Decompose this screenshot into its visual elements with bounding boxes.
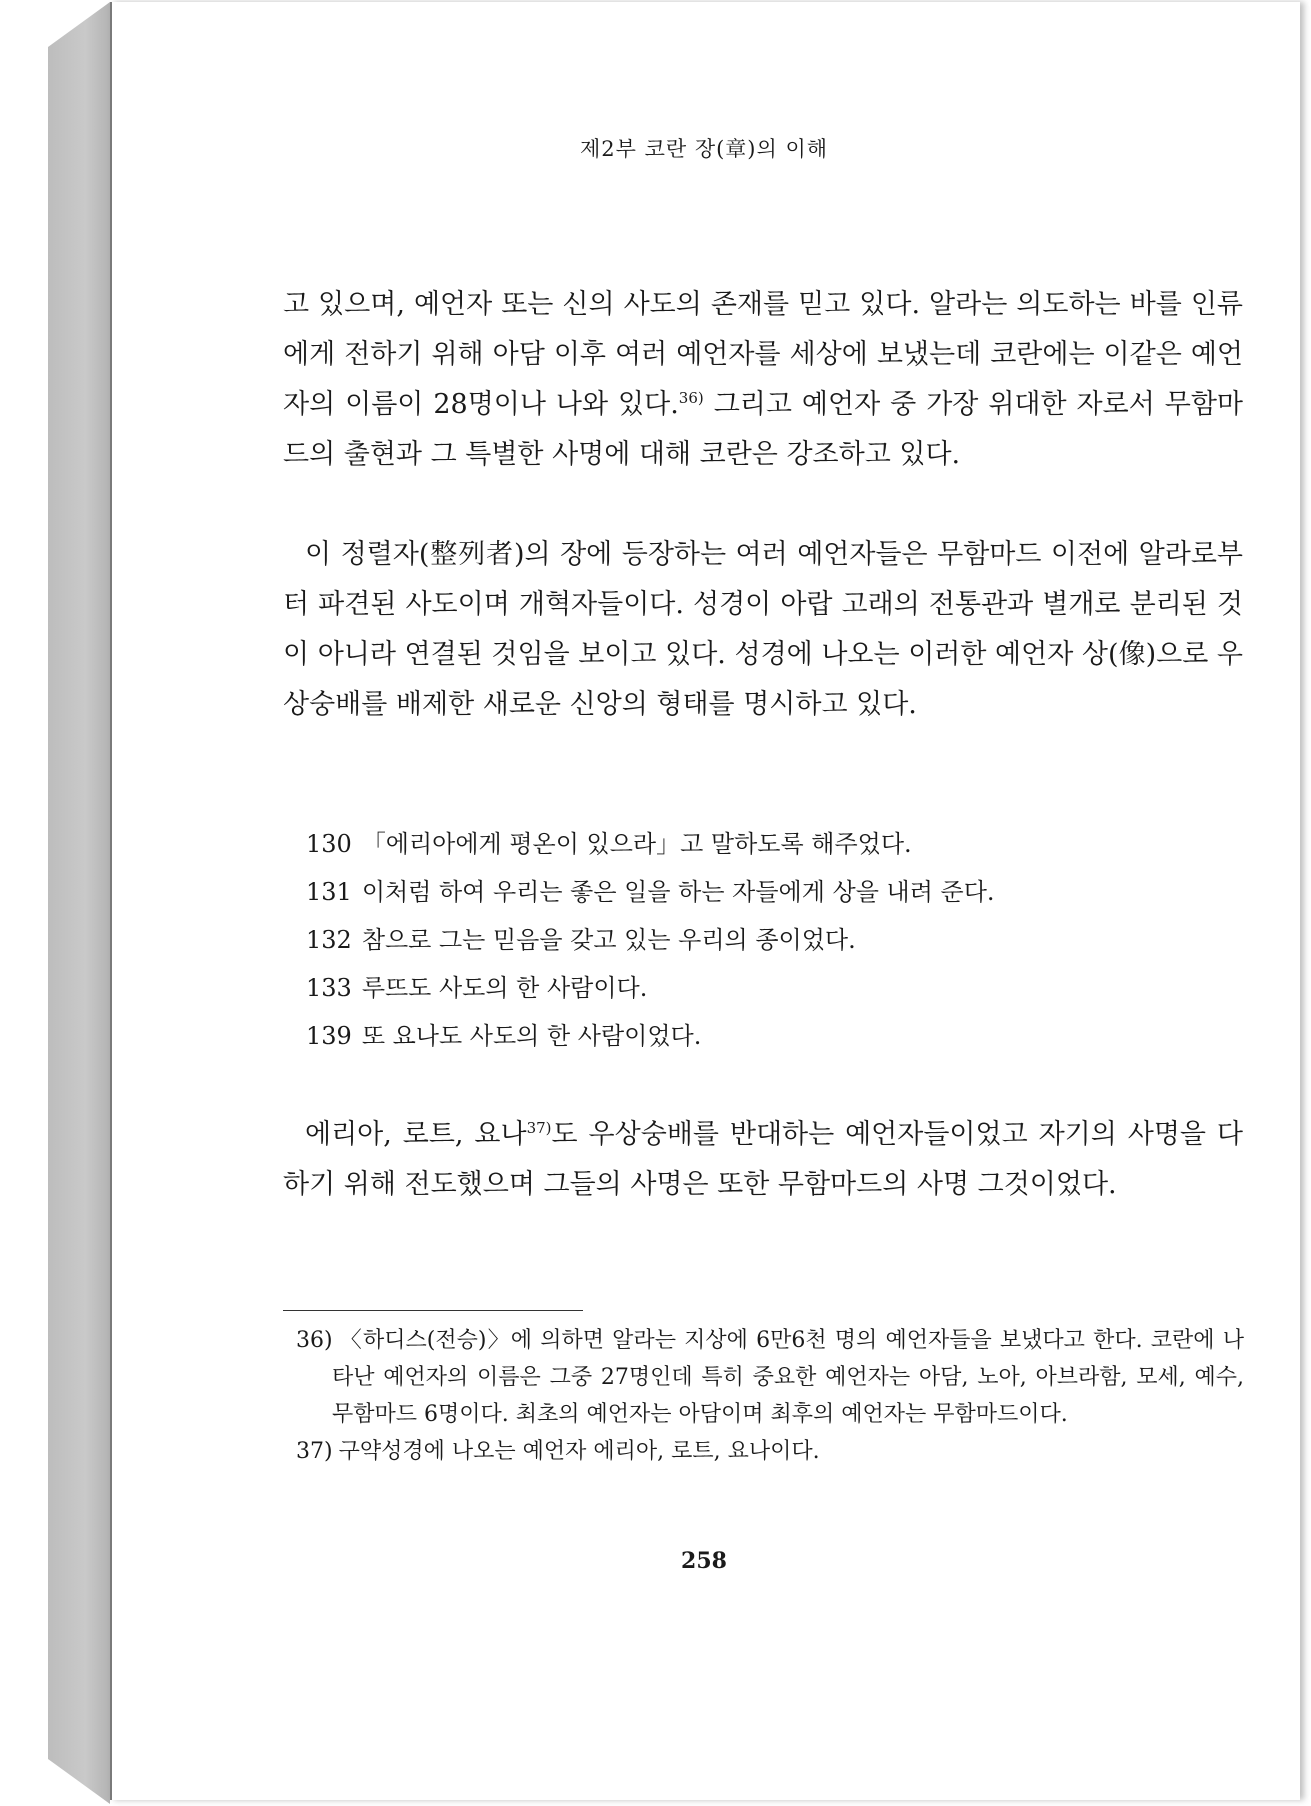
paragraph-2: 이 정렬자(整列者)의 장에 등장하는 여러 예언자들은 무함마드 이전에 알라로부터 파견된 사도이며 개혁자들이다. 성경이 아랍 고래의 전통관과 별개로 분리된 것이 아니라 연결된 것임을 보이고 있다. 성경에 나오는 이러한 예언자 상(像)으로 우상숭배를 배제한 새로운 신앙의 형태를 명시하고 있다. — [283, 539, 1243, 720]
verse-text: 루뜨도 사도의 한 사람이다. — [361, 974, 648, 1002]
footnote-37 — [296, 1433, 1244, 1470]
verse-text: 이처럼 하여 우리는 좋은 일을 하는 자들에게 상을 내려 준다. — [361, 878, 995, 906]
book-spine — [48, 2, 110, 1804]
paragraph-1-text-a: 고 있으며, 예언자 또는 신의 사도의 존재를 믿고 있다. 알라는 의도하는 바를 인류에게 전하기 위해 아담 이후 여러 예언자를 세상에 보냈는데 코란에는 이같은 예언자의 이름이 28명이나 나와 있다. — [283, 289, 1243, 420]
verse-item — [306, 820, 1206, 868]
verse-item — [306, 1012, 1206, 1060]
paragraph-1 — [283, 280, 1243, 480]
paragraph-3-text-b: 도 우상숭배를 반대하는 예언자들이었고 자기의 사명을 다하기 위해 전도했으며 그들의 사명은 또한 무함마드의 사명 그것이었다. — [283, 1119, 1243, 1200]
footnote-text: 〈하디스(전승)〉에 의하면 알라는 지상에 6만6천 명의 예언자들을 보냈다고 한다. 코란에 나타난 예언자의 이름은 그중 27명인데 특히 중요한 예언자는 아담, 노아, 아브라함, 모세, 예수, 무함마드 6명이다. 최초의 예언자는 아담이며 최후의 예언자는 무함마드이다. — [332, 1328, 1244, 1427]
verse-number: 132 — [306, 926, 352, 954]
running-header: 제2부 코란 장(章)의 이해 — [579, 137, 829, 161]
verse-number: 131 — [306, 878, 352, 906]
verse-text: 참으로 그는 믿음을 갖고 있는 우리의 종이었다. — [361, 926, 856, 954]
paragraph-3 — [283, 1110, 1243, 1210]
verse-text: 또 요나도 사도의 한 사람이었다. — [361, 1022, 702, 1050]
verse-number: 133 — [306, 974, 352, 1002]
verse-number: 130 — [306, 830, 352, 858]
footnote-36 — [296, 1322, 1244, 1433]
footnotes — [296, 1322, 1244, 1470]
footnote-number: 37) — [296, 1439, 333, 1464]
verse-item — [306, 964, 1206, 1012]
verse-list — [306, 820, 1206, 1060]
paragraph-3-text-a: 에리아, 로트, 요나 — [305, 1119, 527, 1150]
page-number: 258 — [681, 1548, 727, 1574]
verse-item — [306, 868, 1206, 916]
footnote-ref-36: 36) — [678, 389, 704, 407]
footnote-number: 36) — [296, 1328, 333, 1353]
footnote-divider — [283, 1310, 583, 1311]
page-content — [110, 0, 1298, 1806]
verse-text: 「에리아에게 평온이 있으라」고 말하도록 해주었다. — [361, 830, 912, 858]
verse-number: 139 — [306, 1022, 352, 1050]
footnote-text: 구약성경에 나오는 예언자 에리아, 로트, 요나이다. — [338, 1439, 820, 1464]
verse-item — [306, 916, 1206, 964]
paragraph-1-text-b: 그리고 예언자 중 가장 위대한 자로서 무함마드의 출현과 그 특별한 사명에 대해 코란은 강조하고 있다. — [283, 389, 1243, 470]
footnote-ref-37: 37) — [526, 1119, 552, 1137]
